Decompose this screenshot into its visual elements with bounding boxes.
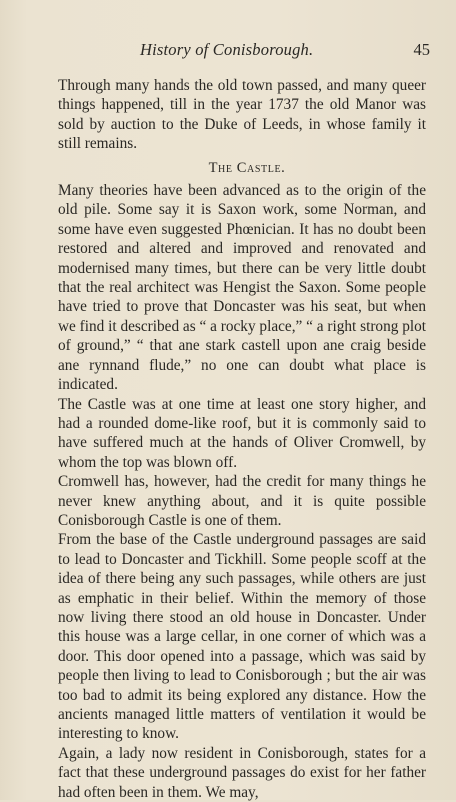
page-header [0,40,456,64]
paragraph-underground-passages: From the base of the Castle underground passages are said to lead to Doncaster and Tickhill. Some people scoff at the idea of there being any such passages, while others are just as emphatic in their belief. Within the memory of those now living there stood an old house in Doncaster. Under this house was a large cellar, in one corner of which was a door. This door opened into a passage, which was said by people then living to lead to Conisborough ; but the air was too bad to admit its being explored any distance. How the ancients managed little matters of ventilation it would be interesting to know. [58,531,426,743]
page-number: 45 [413,40,430,59]
paragraph-town-history: Through many hands the old town passed, and many queer things happened, till in the year 1737 the old Manor was sold by auction to the Duke of Leeds, in whose family it still remains. [58,77,426,153]
paragraph-lady-resident: Again, a lady now resident in Conisborough, states for a fact that these underground passages do exist for her father had often been in them. We may, [58,744,426,801]
paragraph-castle-origins: Many theories have been advanced as to the origin of the old pile. Some say it is Saxon work, some Norman, and some have even suggested Phœnician. It has no doubt been restored and altered and improved and renovated and modernised many times, but there can be very little doubt that the real architect was Hengist the Saxon. Some people have tried to prove that Doncaster was his seat, but when we find it described as “ a rocky place,” “ a right strong plot of ground,” “ that ane stark castell upon ane craig beside ane rynnand flude,” no one can doubt what place is indicated. [58,182,426,394]
paragraph-castle-height: The Castle was at one time at least one story higher, and had a rounded dome-like roof, but it is commonly said to have suffered much at the hands of Oliver Cromwell, by whom the top was blown off. [58,395,426,471]
body-text [58,76,426,802]
paragraph-cromwell: Cromwell has, however, had the credit for many things he never knew anything about, and it is quite possible Conisborough Castle is one of them. [58,473,426,529]
section-heading-the-castle: The Castle. [208,159,286,176]
running-title: History of Conisborough. [140,40,314,59]
